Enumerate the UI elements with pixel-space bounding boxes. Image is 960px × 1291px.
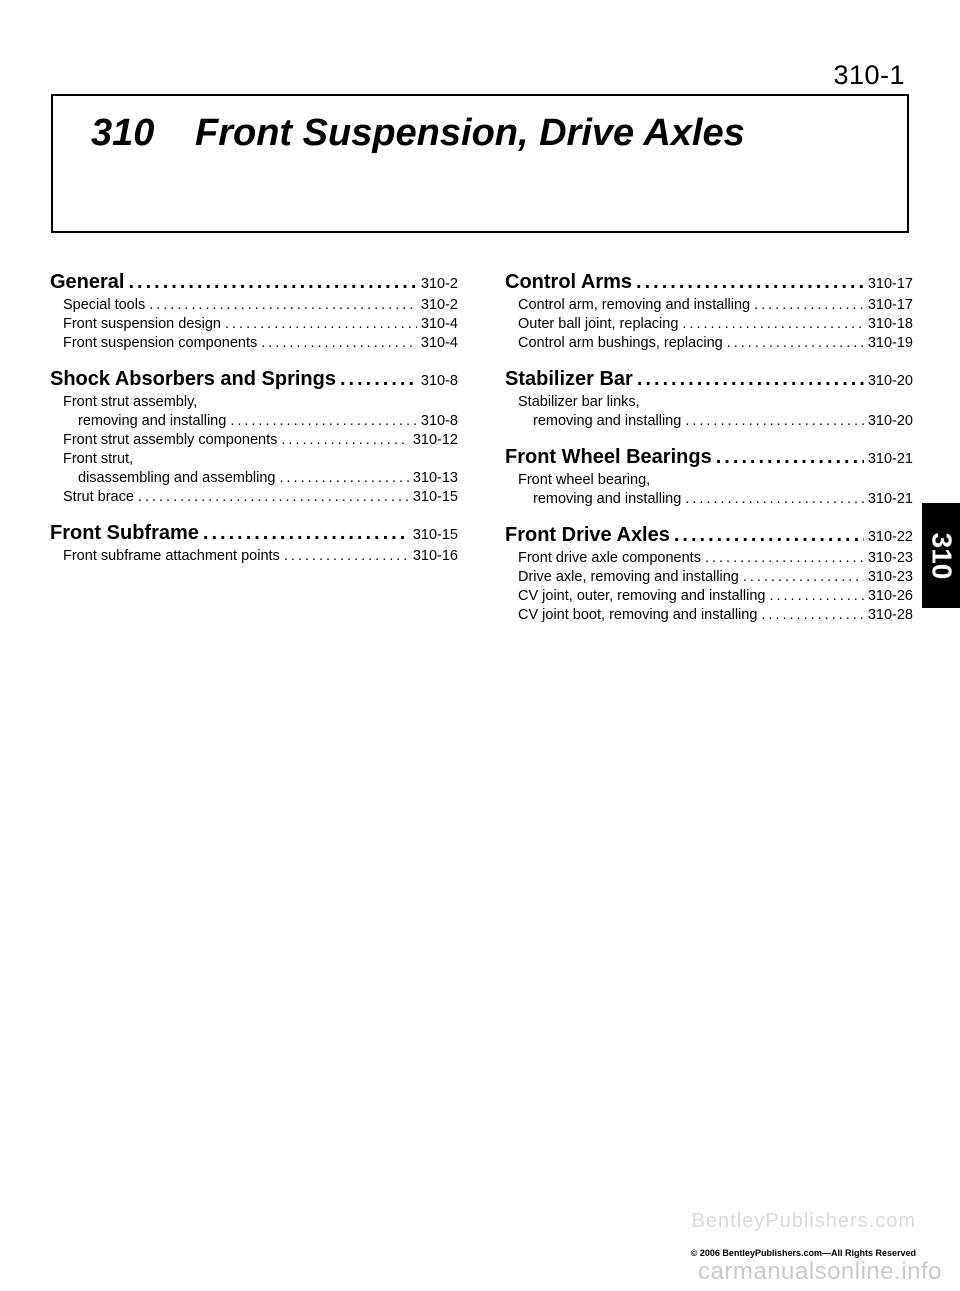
- leader-dots: [138, 488, 409, 507]
- toc-page: 310-23: [867, 550, 913, 566]
- toc-label: CV joint boot, removing and installing: [518, 607, 758, 623]
- toc-label: Control arm bushings, replacing: [518, 335, 723, 351]
- toc-entry-cv-boot[interactable]: [505, 606, 913, 625]
- toc-entry-wheel-bearings[interactable]: [505, 445, 913, 471]
- toc-entry-control-arms[interactable]: [505, 270, 913, 296]
- toc-entry-general[interactable]: [50, 270, 458, 296]
- toc-left-column: [50, 270, 458, 566]
- toc-page: 310-16: [412, 548, 458, 564]
- toc-label: Control Arms: [505, 271, 633, 293]
- toc-right-column: [505, 270, 913, 625]
- toc-entry-special-tools[interactable]: [50, 296, 458, 315]
- toc-page: 310-20: [867, 373, 913, 389]
- leader-dots: [705, 549, 864, 568]
- toc-page: 310-8: [420, 373, 458, 389]
- leader-dots: [636, 270, 864, 294]
- toc-label: Control arm, removing and installing: [518, 297, 751, 313]
- leader-dots: [769, 587, 863, 606]
- toc-subheading: Front strut assembly,: [63, 394, 198, 410]
- leader-dots: [743, 568, 864, 587]
- toc-page: 310-17: [867, 276, 913, 292]
- toc-page: 310-21: [867, 451, 913, 467]
- leader-dots: [727, 334, 864, 353]
- toc-entry-ball-joint[interactable]: [505, 315, 913, 334]
- leader-dots: [685, 490, 864, 509]
- toc-entry-cv-outer[interactable]: [505, 587, 913, 606]
- toc-label: removing and installing: [533, 413, 682, 429]
- toc-subheading: Front wheel bearing,: [518, 472, 651, 488]
- chapter-number: 310: [91, 112, 155, 154]
- chapter-title: Front Suspension, Drive Axles: [195, 112, 745, 154]
- leader-dots: [682, 315, 863, 334]
- watermark: BentleyPublishers.com: [691, 1210, 916, 1232]
- chapter-side-tab[interactable]: [922, 503, 960, 608]
- leader-dots: [149, 296, 417, 315]
- leader-dots: [203, 521, 409, 545]
- toc-page: 310-19: [867, 335, 913, 351]
- toc-entry-axle-components[interactable]: [505, 549, 913, 568]
- leader-dots: [284, 547, 409, 566]
- toc-entry-strut-components[interactable]: [50, 431, 458, 450]
- toc-page: 310-15: [412, 527, 458, 543]
- copyright-notice: © 2006 BentleyPublishers.com—All Rights Reserved: [690, 1248, 916, 1258]
- toc-page: 310-15: [412, 489, 458, 505]
- toc-entry-subframe-points[interactable]: [50, 547, 458, 566]
- toc-label: removing and installing: [78, 413, 227, 429]
- toc-entry-drive-axles[interactable]: [505, 523, 913, 549]
- leader-dots: [674, 523, 864, 547]
- chapter-title-box: [51, 94, 909, 233]
- toc-page: 310-28: [867, 607, 913, 623]
- leader-dots: [637, 367, 864, 391]
- leader-dots: [754, 296, 864, 315]
- page-number: 310-1: [833, 60, 905, 90]
- toc-label: Drive axle, removing and installing: [518, 569, 739, 585]
- toc-entry-design[interactable]: [50, 315, 458, 334]
- toc-label: CV joint, outer, removing and installing: [518, 588, 766, 604]
- toc-entry-shocks[interactable]: [50, 367, 458, 393]
- toc-label: removing and installing: [533, 491, 682, 507]
- toc-page: 310-17: [867, 297, 913, 313]
- toc-label: Front subframe attachment points: [63, 548, 280, 564]
- toc-label: Strut brace: [63, 489, 134, 505]
- toc-entry-control-arm-remove[interactable]: [505, 296, 913, 315]
- toc-label: Front Subframe: [50, 522, 199, 544]
- leader-dots: [281, 431, 408, 450]
- leader-dots: [716, 445, 864, 469]
- toc-label: Outer ball joint, replacing: [518, 316, 679, 332]
- toc-page: 310-20: [867, 413, 913, 429]
- toc-page: 310-4: [420, 316, 458, 332]
- leader-dots: [761, 606, 863, 625]
- toc-entry-bearing[interactable]: [505, 490, 913, 509]
- leader-dots: [230, 412, 417, 431]
- toc-label: Front Wheel Bearings: [505, 446, 712, 468]
- leader-dots: [225, 315, 417, 334]
- toc-page: 310-23: [867, 569, 913, 585]
- footer-site-text: carmanualsonline.info: [698, 1258, 942, 1285]
- toc-entry-strut-brace[interactable]: [50, 488, 458, 507]
- toc-entry-components[interactable]: [50, 334, 458, 353]
- toc-page: 310-8: [420, 413, 458, 429]
- toc-label: Special tools: [63, 297, 146, 313]
- leader-dots: [340, 367, 417, 391]
- toc-page: 310-18: [867, 316, 913, 332]
- toc-subheading: Front strut,: [63, 451, 134, 467]
- toc-label: Front Drive Axles: [505, 524, 670, 546]
- toc-entry-stab-links[interactable]: [505, 412, 913, 431]
- toc-entry-subframe[interactable]: [50, 521, 458, 547]
- toc-entry-strut-disassemble[interactable]: [50, 469, 458, 488]
- toc-label: Front drive axle components: [518, 550, 701, 566]
- toc-entry-bushings[interactable]: [505, 334, 913, 353]
- toc-entry-axle-remove[interactable]: [505, 568, 913, 587]
- toc-label: Front strut assembly components: [63, 432, 278, 448]
- toc-entry-strut-assembly[interactable]: [50, 412, 458, 431]
- toc-page: 310-12: [412, 432, 458, 448]
- leader-dots: [279, 469, 408, 488]
- toc-label: Stabilizer Bar: [505, 368, 633, 390]
- toc-label: General: [50, 271, 125, 293]
- toc-page: 310-4: [420, 335, 458, 351]
- toc-page: 310-26: [867, 588, 913, 604]
- toc-page: 310-13: [412, 470, 458, 486]
- toc-page: 310-2: [420, 297, 458, 313]
- toc-label: Front suspension design: [63, 316, 221, 332]
- toc-entry-stabilizer[interactable]: [505, 367, 913, 393]
- toc-label: disassembling and assembling: [78, 470, 276, 486]
- toc-page: 310-2: [420, 276, 458, 292]
- leader-dots: [128, 270, 416, 294]
- toc-label: Front suspension components: [63, 335, 258, 351]
- leader-dots: [261, 334, 417, 353]
- side-tab-label: 310: [926, 532, 957, 579]
- leader-dots: [685, 412, 864, 431]
- toc-page: 310-21: [867, 491, 913, 507]
- toc-label: Shock Absorbers and Springs: [50, 368, 336, 390]
- toc-page: 310-22: [867, 529, 913, 545]
- toc-subheading: Stabilizer bar links,: [518, 394, 640, 410]
